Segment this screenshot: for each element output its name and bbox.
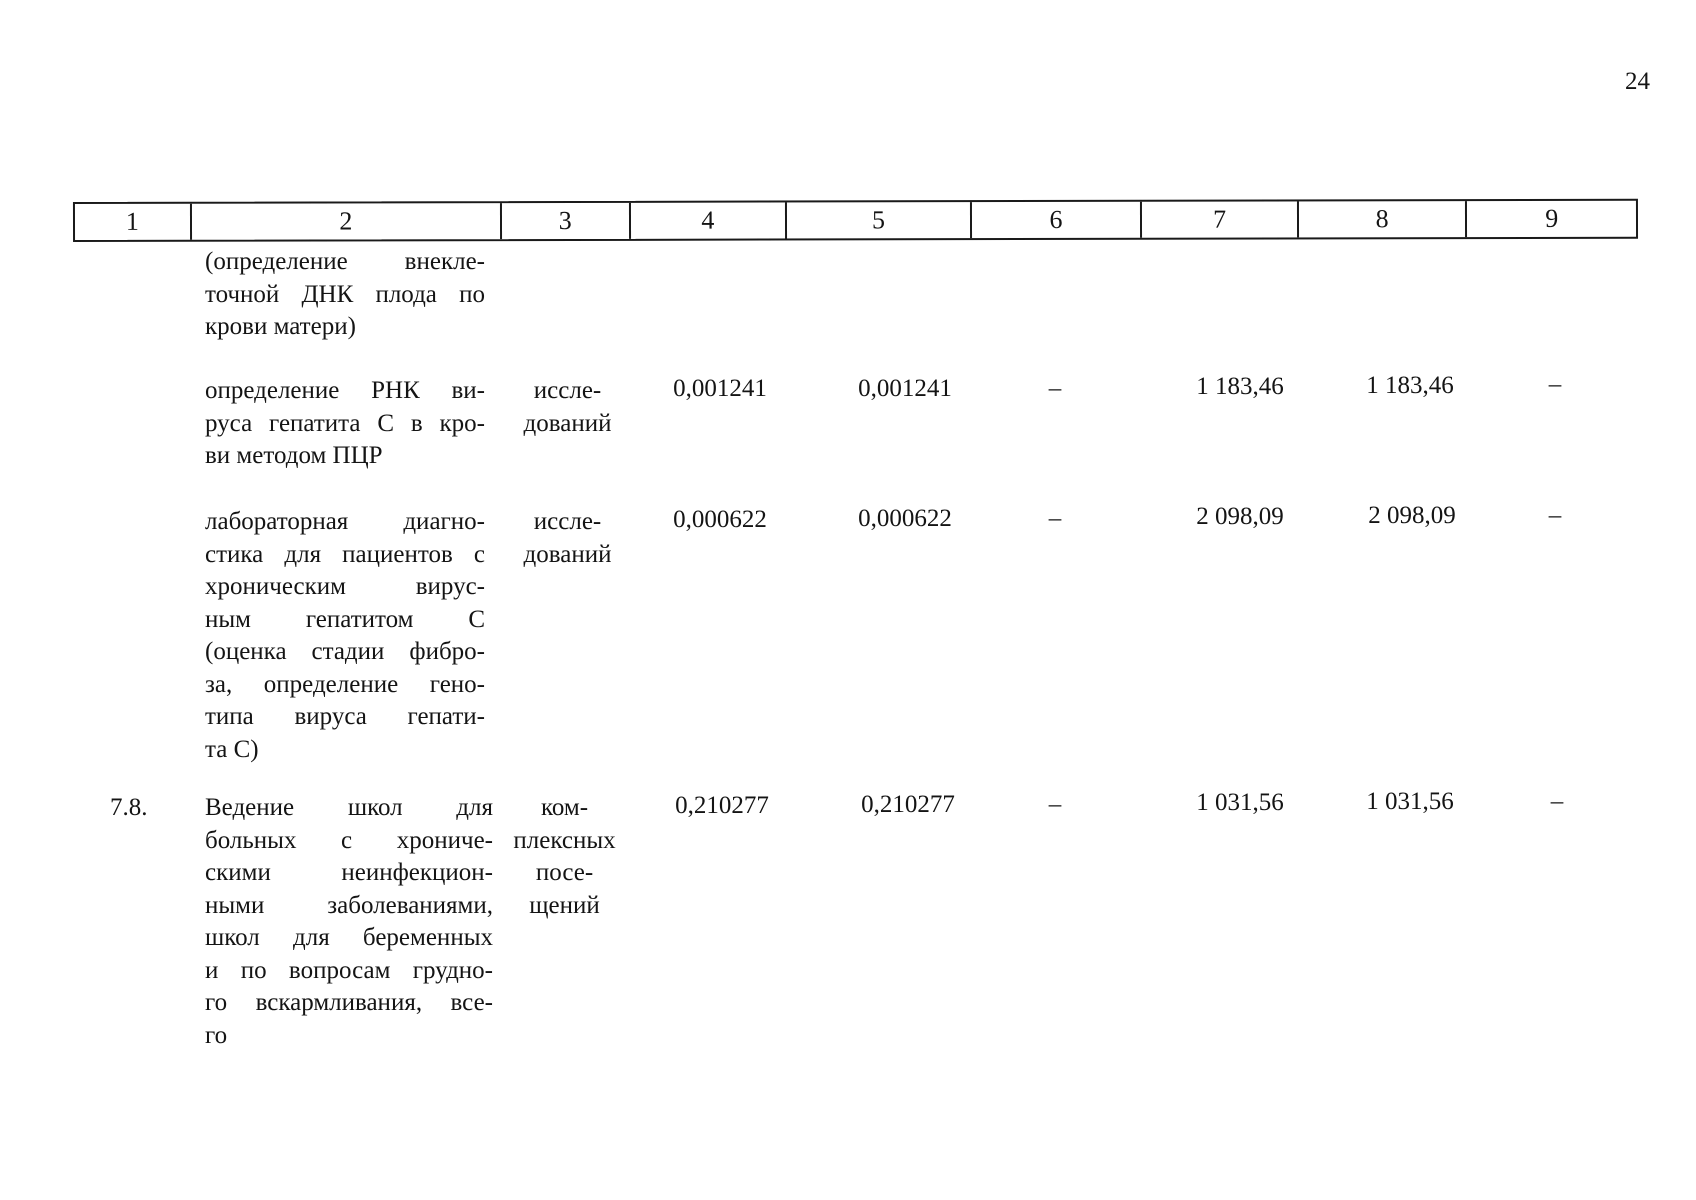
description-line: скими неинфекцион- xyxy=(205,859,493,886)
row-col-9: – xyxy=(1548,502,1562,529)
row-col-8: 2 098,09 xyxy=(1368,502,1456,529)
unit-line: ком- xyxy=(540,794,589,821)
header-col-9: 9 xyxy=(1465,201,1636,237)
description-line: хроническим вирус- xyxy=(205,573,485,600)
description-line: (определение внекле- xyxy=(205,248,485,275)
row-col-8: 1 183,46 xyxy=(1366,372,1454,399)
unit-line: дований xyxy=(523,540,612,568)
unit-line: посе- xyxy=(535,859,594,886)
row-col-5: 0,001241 xyxy=(858,375,952,402)
unit-line: иссле- xyxy=(533,377,602,404)
row-col-6: – xyxy=(1048,375,1062,402)
row-col-6: – xyxy=(1048,791,1062,818)
description-line: больных с хрониче- xyxy=(205,826,493,854)
header-col-6: 6 xyxy=(970,202,1141,238)
row-description xyxy=(205,506,485,766)
row-col-7: 1 031,56 xyxy=(1196,789,1284,816)
row-col-9: – xyxy=(1548,371,1562,398)
row-unit xyxy=(502,792,627,922)
description-line: точной ДНК плода по xyxy=(205,280,485,308)
row-unit xyxy=(505,375,630,440)
description-line: и по вопросам грудно- xyxy=(205,956,493,984)
description-line: школ для беременных xyxy=(205,924,493,951)
description-line: го вскармливания, все- xyxy=(205,989,493,1016)
unit-line: плексных xyxy=(513,826,616,854)
row-description xyxy=(205,246,485,344)
description-line: ными заболеваниями, xyxy=(205,891,493,919)
description-line: определение РНК ви- xyxy=(205,377,485,404)
description-line: руса гепатита С в кро- xyxy=(205,409,485,437)
unit-line: иссле- xyxy=(533,508,602,535)
row-col-4: 0,000622 xyxy=(673,506,767,533)
header-col-7: 7 xyxy=(1140,201,1297,237)
description-line: за, определение гено- xyxy=(205,670,485,698)
table-header xyxy=(73,199,1638,242)
row-description xyxy=(205,792,493,1052)
row-col-4: 0,210277 xyxy=(675,792,769,819)
header-col-1: 1 xyxy=(125,206,139,236)
unit-line: щений xyxy=(529,891,600,919)
row-col-8: 1 031,56 xyxy=(1366,788,1454,815)
row-unit xyxy=(505,506,630,571)
description-line: Ведение школ для xyxy=(205,794,493,821)
header-col-3: 3 xyxy=(500,203,629,239)
row-col-9: – xyxy=(1550,788,1564,815)
row-col-7: 2 098,09 xyxy=(1196,503,1284,530)
description-line: стика для пациентов с xyxy=(205,540,485,568)
unit-line: дований xyxy=(523,409,612,437)
description-line: крови матери) xyxy=(205,313,356,340)
row-col-7: 1 183,46 xyxy=(1196,373,1284,400)
header-col-2: 2 xyxy=(190,203,500,240)
header-col-5: 5 xyxy=(785,202,970,238)
description-line: типа вируса гепати- xyxy=(205,703,485,730)
description-line: ви методом ПЦР xyxy=(205,442,383,469)
description-line: ным гепатитом С xyxy=(205,605,485,633)
row-col-5: 0,210277 xyxy=(861,791,955,818)
row-number: 7.8. xyxy=(110,794,148,821)
row-description xyxy=(205,375,485,473)
row-col-6: – xyxy=(1048,505,1062,532)
row-col-4: 0,001241 xyxy=(673,375,767,402)
header-col-4: 4 xyxy=(629,203,786,239)
description-line: та С) xyxy=(205,735,259,763)
description-line: (оценка стадии фибро- xyxy=(205,638,485,665)
header-col-8: 8 xyxy=(1297,201,1466,237)
description-line: го xyxy=(205,1021,228,1049)
row-col-5: 0,000622 xyxy=(858,505,952,532)
description-line: лабораторная диагно- xyxy=(205,508,485,535)
page-number: 24 xyxy=(1625,68,1650,95)
